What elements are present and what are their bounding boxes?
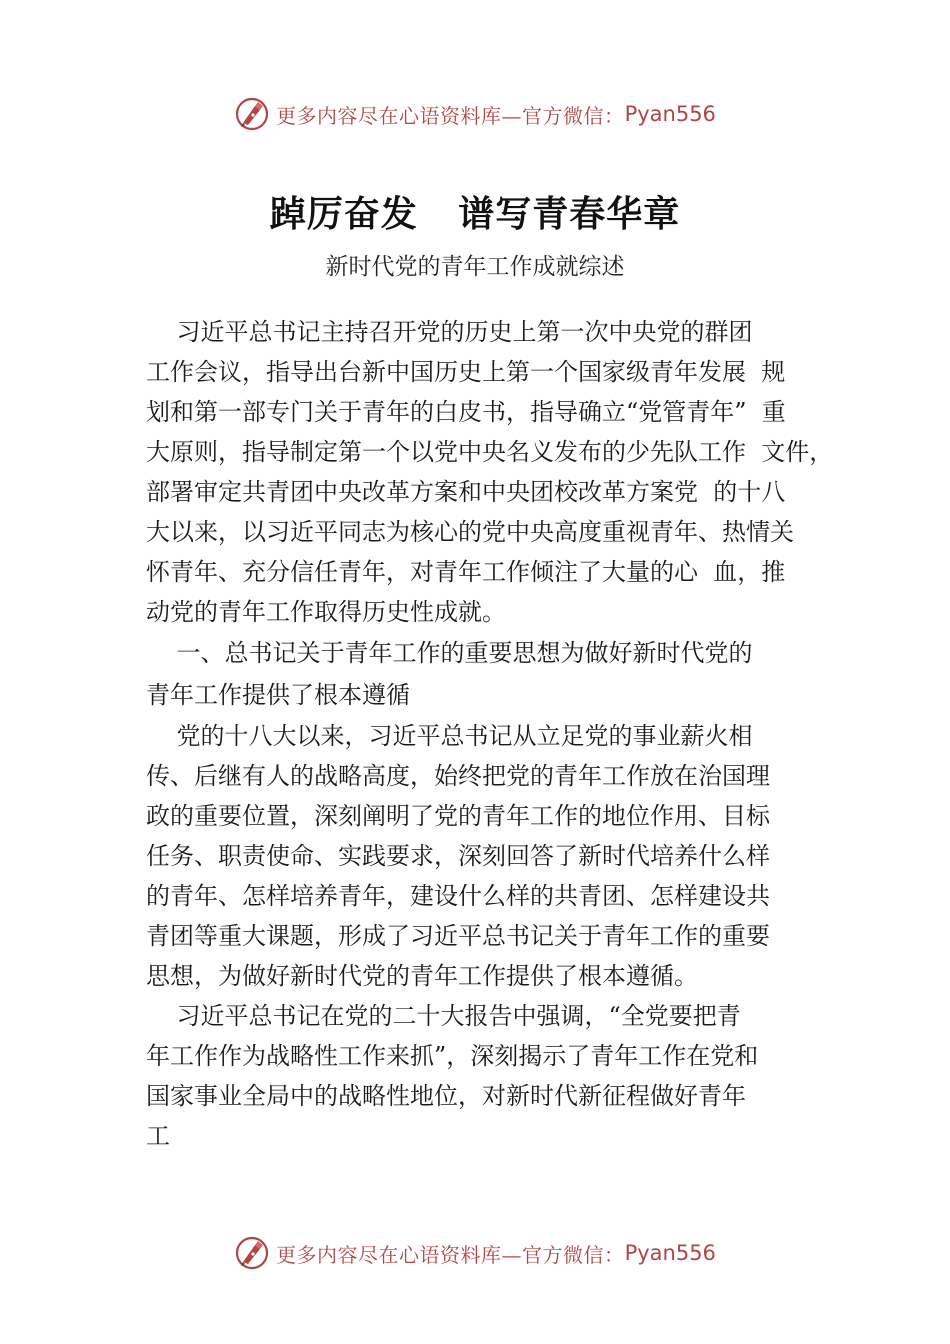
body-line: 动党的青年工作取得历史性成就。 xyxy=(146,598,506,626)
body-line: 政的重要位置，深刻阐明了党的青年工作的地位作用、目标 xyxy=(146,802,770,830)
body-line: 国家事业全局中的战略性地位，对新时代新征程做好青年 xyxy=(146,1082,746,1110)
body-line: 习近平总书记主持召开党的历史上第一次中央党的群团 xyxy=(146,318,753,346)
body-line: 传、后继有人的战略高度，始终把党的青年工作放在治国理 xyxy=(146,762,770,790)
document-title: 踔厉奋发 谱写青春华章 xyxy=(269,193,681,235)
body-line: 的青年、怎样培养青年，建设什么样的共青团、怎样建设共 xyxy=(146,882,770,910)
body-line: 青团等重大课题，形成了习近平总书记关于青年工作的重要 xyxy=(146,922,770,950)
pen-nib-logo-icon xyxy=(234,1235,270,1271)
body-line: 党的十八大以来，习近平总书记从立足党的事业薪火相 xyxy=(146,722,753,750)
footer-banner-wechat-id: Pyan556 xyxy=(624,1241,716,1265)
footer-banner-text: 更多内容尽在心语资料库—官方微信： xyxy=(276,1242,625,1267)
body-line: 大原则，指导制定第一个以党中央名义发布的少先队工作 文件， xyxy=(146,438,834,466)
header-banner-wechat-id: Pyan556 xyxy=(624,102,716,126)
body-line: 工 xyxy=(146,1122,170,1150)
body-line: 怀青年、充分信任青年，对青年工作倾注了大量的心 血，推 xyxy=(146,558,786,586)
section-heading-line: 一、总书记关于青年工作的重要思想为做好新时代党的 xyxy=(146,639,753,667)
section-heading-line: 青年工作提供了根本遵循 xyxy=(146,681,410,709)
body-line: 任务、职责使命、实践要求，深刻回答了新时代培养什么样 xyxy=(146,842,770,870)
body-line: 年工作作为战略性工作来抓”，深刻揭示了青年工作在党和 xyxy=(146,1042,759,1070)
body-line: 思想，为做好新时代党的青年工作提供了根本遵循。 xyxy=(146,962,698,990)
header-banner-text: 更多内容尽在心语资料库—官方微信： xyxy=(276,103,625,128)
body-line: 工作会议，指导出台新中国历史上第一个国家级青年发展 规 xyxy=(146,358,786,386)
header-banner xyxy=(0,94,950,134)
body-line: 大以来，以习近平同志为核心的党中央高度重视青年、热情关 xyxy=(146,518,794,546)
footer-banner xyxy=(0,1233,950,1273)
body-line: 划和第一部专门关于青年的白皮书，指导确立“党管青年” 重 xyxy=(146,398,786,426)
body-line: 部署审定共青团中央改革方案和中央团校改革方案党 的十八 xyxy=(146,478,786,506)
body-line: 习近平总书记在党的二十大报告中强调，“全党要把青 xyxy=(146,1002,741,1030)
document-body xyxy=(146,312,846,1156)
pen-nib-logo-icon xyxy=(234,96,270,132)
document-subtitle: 新时代党的青年工作成就综述 xyxy=(325,254,625,280)
